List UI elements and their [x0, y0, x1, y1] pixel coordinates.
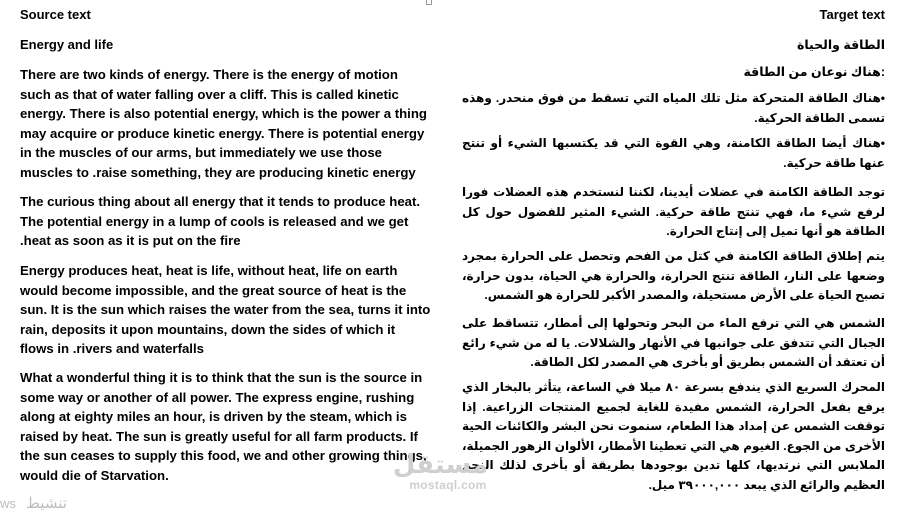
- target-paragraph-3: توجد الطاقة الكامنة في عضلات أيدينا، لكننا لنستخدم هذه العضلات فورا لرفع شيء ما، فهي تنتج طاقة حركية. الشيء المثير للفضول حول كل الطاقة هو أنها تميل إلى إنتاج الحرارة.: [462, 185, 885, 238]
- activation-windows-fragment: ws: [0, 496, 16, 511]
- target-title: الطاقة والحياة: [796, 38, 885, 52]
- target-paragraph-6: المحرك السريع الذي يندفع بسرعة ٨٠ ميلا في الساعة، يتأثر بالبخار الذي يرفع بفعل الحرارة، الشمس مفيدة للغاية لجميع المنتجات الزراعية. إذا توقفت الشمس عن إمداد هذا الطعام، سنموت نحن البشر والكائنات الحية الأخرى من الجوع. الغيوم هي التي تعطينا الأمطار، الألوان الزهور الجميلة، الملابس التي نرتديها، كلها تدين بوجودها بطريقة أو بأخرى لذلك النجم العظيم والرائع الذي يبعد ٣٩٠٠٠,٠٠٠ ميل.: [462, 380, 886, 492]
- target-paragraph-1: •هناك الطاقة المتحركة مثل تلك المياه التي تسقط من فوق منحدر. وهذه تسمى الطاقة الحركية.: [462, 91, 885, 125]
- source-paragraph-2: The curious thing about all energy that it tends to produce heat. The potential energy in a lump of cools is released and we get .heat as soon as it is put on the fire: [20, 194, 421, 249]
- target-paragraph-4: يتم إطلاق الطاقة الكامنة في كتل من الفحم وتحصل على الحرارة بمجرد وضعها على النار، الطاقة تنتج الحرارة، والحرارة هي الحياة، بدون حرارة، تصبح الحياة على الأرض مستحيلة، والمصدر الأكبر للحرارة هو الشمس.: [462, 249, 885, 302]
- source-paragraph-4: What a wonderful thing it is to think that the sun is the source in some way or another of all power. The express engine, rushing along at eighty miles an hour, is driven by the steam, which is raised by heat. The sun is greatly useful for all farm products. If the sun ceases to supply this food, we and other growing things, would die of Starvation.: [20, 370, 427, 483]
- source-title: Energy and life: [20, 37, 114, 52]
- watermark-arabic: مستقل: [392, 449, 488, 479]
- source-heading: Source text: [20, 7, 91, 22]
- text-cursor-marker: [426, 0, 432, 5]
- target-paragraph-5: الشمس هي التي ترفع الماء من البحر وتحولها إلى أمطار، تتساقط على الجبال التي تتدفق على جوانبها في الأنهار والشلالات. يا له من شيء رائع أن تعتقد أن الشمس بطريق أو بأخرى هي المصدر لكل الطاقة.: [462, 316, 885, 369]
- mostaql-watermark: [392, 449, 488, 492]
- target-heading: Target text: [819, 7, 885, 22]
- watermark-latin: mostaql.com: [409, 478, 487, 492]
- target-paragraph-2: •هناك أيضا الطاقة الكامنة، وهي القوة التي قد يكتسبها الشيء أو تنتج عنها طاقة حركية.: [462, 136, 885, 170]
- target-intro: هناك نوعان من الطاقة:: [743, 65, 885, 79]
- source-paragraph-1: There are two kinds of energy. There is the energy of motion such as that of water falling over a cliff. This is called kinetic energy. There is also potential energy, which is the power a thing may acquire or produce kinetic energy. There is potential energy in the muscles of our arms, but immediately we use those muscles to .raise something, they are producing kinetic energy: [20, 67, 427, 180]
- activation-text: تنشيط: [26, 495, 67, 512]
- windows-activation-overlay: [0, 494, 67, 512]
- source-paragraph-3: Energy produces heat, heat is life, without heat, life on earth would become impossible, and the great source of heat is the sun. It is the sun which raises the water from the sea, turns it into rain, deposits it upon mountains, down the sides of which it flows in .rivers and waterfalls: [20, 263, 431, 357]
